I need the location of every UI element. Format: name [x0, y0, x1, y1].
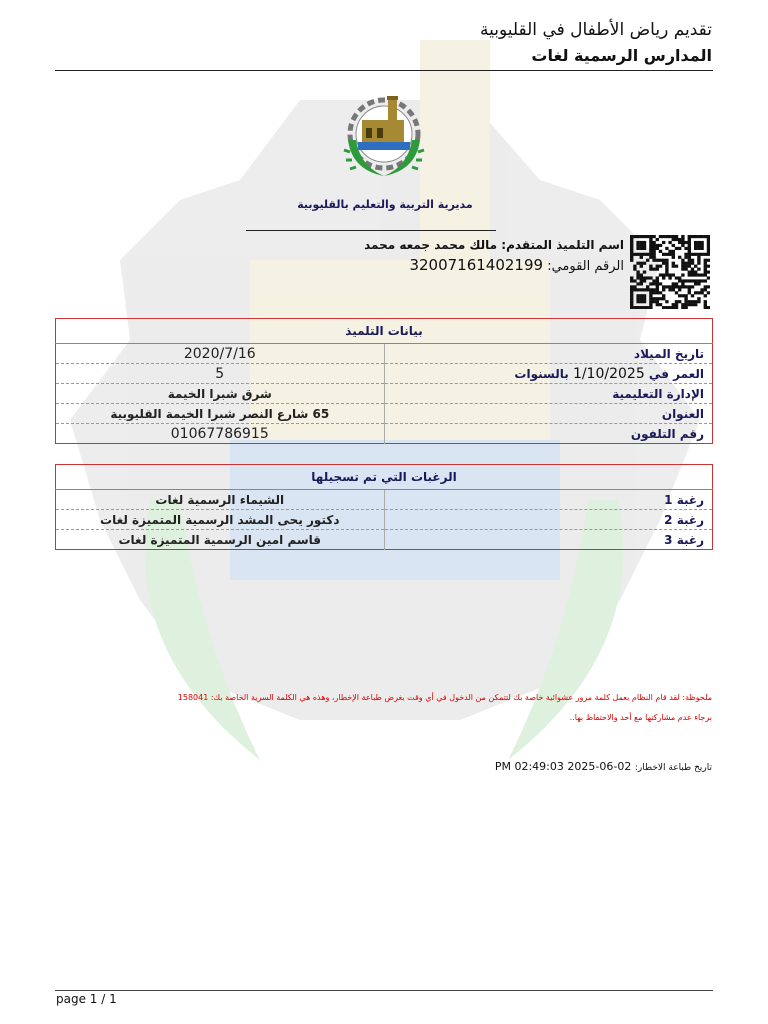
header-divider — [55, 70, 713, 71]
table-row — [56, 344, 713, 364]
print-date-value: 02-06-2025 02:49:03 PM — [494, 760, 632, 773]
page-subtitle: المدارس الرسمية لغات — [531, 46, 712, 65]
national-id-line — [409, 256, 624, 274]
table-row — [56, 510, 713, 530]
wish-label: رغبة 1 — [384, 490, 713, 510]
phone-number: 01067786915 — [56, 424, 385, 444]
table-row — [56, 384, 713, 404]
print-date-label: تاريخ طباعة الاخطار: — [634, 763, 712, 773]
student-data-table — [55, 318, 713, 444]
row-label: الإدارة التعليمية — [384, 384, 713, 404]
note-line-2: برجاء عدم مشاركتها مع أحد والاحتفاظ بها.. — [569, 713, 712, 722]
row-label: تاريخ الميلاد — [384, 344, 713, 364]
directorate-divider — [246, 230, 496, 231]
table-row — [56, 490, 713, 510]
table-row — [56, 530, 713, 550]
age-label-pre: العمر في — [648, 366, 704, 381]
password-note — [52, 688, 712, 728]
row-label — [384, 364, 713, 384]
age-years: 5 — [56, 364, 385, 384]
national-id-label: الرقم القومي: — [547, 259, 624, 274]
print-date — [495, 760, 712, 773]
wish-label: رغبة 3 — [384, 530, 713, 550]
student-name: مالك محمد جمعه محمد — [364, 238, 498, 252]
wishes-table-caption: الرغبات التي تم تسجيلها — [56, 465, 713, 490]
row-label: رقم التلفون — [384, 424, 713, 444]
note-line-1: ملحوظة: لقد قام النظام بعمل كلمة مرور عشوائية خاصة بك لتتمكن من الدخول في أي وقت بغرض طباعة الإخطار، وهذه هي الكلمة السرية الخاصة بك: 158041 — [177, 693, 712, 702]
table-row — [56, 404, 713, 424]
address: 65 شارع النصر شبرا الخيمة القليوبية — [56, 404, 385, 424]
qr-code — [630, 235, 710, 309]
birth-date: 2020/7/16 — [56, 344, 385, 364]
wish-school: دكتور يحى المشد الرسمية المتميزة لغات — [56, 510, 385, 530]
row-label: العنوان — [384, 404, 713, 424]
table-row — [56, 364, 713, 384]
student-name-label: اسم التلميذ المتقدم: — [501, 238, 624, 252]
educational-administration: شرق شبرا الخيمة — [56, 384, 385, 404]
table-row — [56, 424, 713, 444]
age-reference-date: 1/10/2025 — [572, 365, 645, 382]
footer-divider — [55, 990, 713, 991]
wish-label: رغبة 2 — [384, 510, 713, 530]
directorate-logo — [340, 90, 428, 188]
wish-school: قاسم امين الرسمية المتميزة لغات — [56, 530, 385, 550]
national-id: 32007161402199 — [409, 256, 544, 274]
student-name-line — [364, 238, 624, 252]
page-number: page 1 / 1 — [56, 992, 117, 1006]
age-label-post: بالسنوات — [514, 366, 569, 381]
page-title: تقديم رياض الأطفال في القليوبية — [480, 20, 712, 40]
wishes-table — [55, 464, 713, 550]
student-table-caption: بيانات التلميذ — [56, 319, 713, 344]
wish-school: الشيماء الرسمية لغات — [56, 490, 385, 510]
directorate-name: مديرية التربية والتعليم بالقليوبية — [297, 198, 473, 211]
